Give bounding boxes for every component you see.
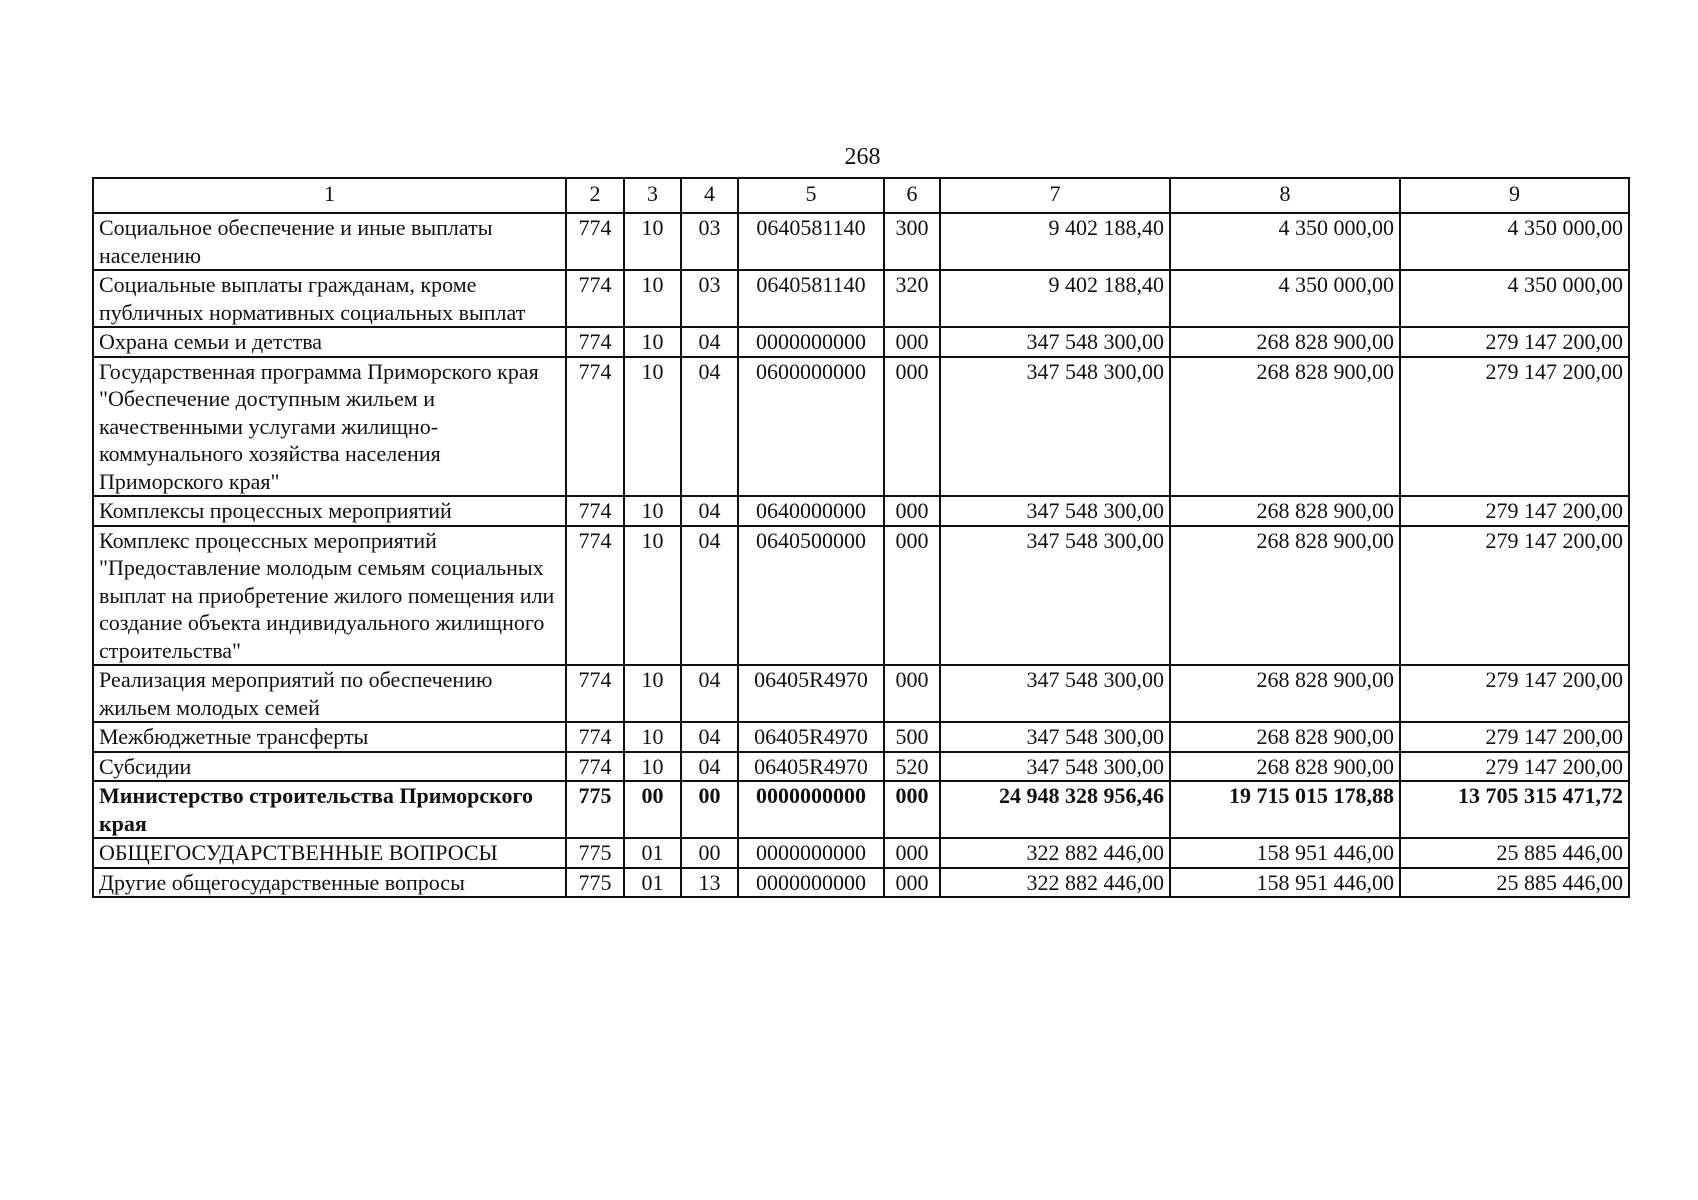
row-name-cell: Охрана семьи и детства	[93, 327, 566, 357]
code-target-cell: 0000000000	[738, 868, 884, 898]
code-expense-type-cell: 000	[884, 781, 940, 838]
code-section-cell: 10	[624, 357, 681, 497]
row-name-cell: Социальное обеспечение и иные выплаты населению	[93, 213, 566, 270]
row-name-cell: Социальные выплаты гражданам, кроме публичных нормативных социальных выплат	[93, 270, 566, 327]
table-row	[93, 327, 1629, 357]
header-cell-8: 8	[1170, 178, 1400, 213]
code-admin-cell: 774	[566, 722, 624, 752]
row-name-cell: Другие общегосударственные вопросы	[93, 868, 566, 898]
header-cell-5: 5	[738, 178, 884, 213]
code-section-cell: 10	[624, 526, 681, 666]
table-row	[93, 526, 1629, 666]
code-expense-type-cell: 300	[884, 213, 940, 270]
row-name-cell: Реализация мероприятий по обеспечению жильем молодых семей	[93, 665, 566, 722]
code-expense-type-cell: 500	[884, 722, 940, 752]
code-subsection-cell: 04	[681, 357, 738, 497]
table-row	[93, 270, 1629, 327]
amount-year2-cell: 158 951 446,00	[1170, 838, 1400, 868]
amount-year3-cell: 279 147 200,00	[1400, 526, 1629, 666]
code-section-cell: 10	[624, 496, 681, 526]
code-subsection-cell: 04	[681, 496, 738, 526]
row-name-cell: Субсидии	[93, 752, 566, 782]
code-expense-type-cell: 000	[884, 496, 940, 526]
amount-year1-cell: 347 548 300,00	[940, 357, 1170, 497]
amount-year3-cell: 13 705 315 471,72	[1400, 781, 1629, 838]
code-expense-type-cell: 000	[884, 327, 940, 357]
code-target-cell: 06405R4970	[738, 722, 884, 752]
header-cell-1: 1	[93, 178, 566, 213]
code-subsection-cell: 04	[681, 752, 738, 782]
amount-year3-cell: 4 350 000,00	[1400, 270, 1629, 327]
table-row	[93, 213, 1629, 270]
code-expense-type-cell: 320	[884, 270, 940, 327]
code-expense-type-cell: 000	[884, 868, 940, 898]
amount-year1-cell: 9 402 188,40	[940, 213, 1170, 270]
code-section-cell: 01	[624, 868, 681, 898]
code-admin-cell: 774	[566, 327, 624, 357]
code-target-cell: 0000000000	[738, 781, 884, 838]
amount-year2-cell: 268 828 900,00	[1170, 665, 1400, 722]
amount-year2-cell: 158 951 446,00	[1170, 868, 1400, 898]
table-header-row	[93, 178, 1629, 213]
amount-year1-cell: 347 548 300,00	[940, 526, 1170, 666]
header-cell-6: 6	[884, 178, 940, 213]
code-subsection-cell: 00	[681, 781, 738, 838]
code-admin-cell: 774	[566, 752, 624, 782]
code-target-cell: 0640581140	[738, 270, 884, 327]
code-admin-cell: 774	[566, 526, 624, 666]
amount-year3-cell: 279 147 200,00	[1400, 752, 1629, 782]
code-target-cell: 0000000000	[738, 838, 884, 868]
amount-year3-cell: 25 885 446,00	[1400, 838, 1629, 868]
budget-table	[92, 177, 1630, 898]
amount-year3-cell: 4 350 000,00	[1400, 213, 1629, 270]
code-section-cell: 01	[624, 838, 681, 868]
amount-year3-cell: 279 147 200,00	[1400, 496, 1629, 526]
table-row	[93, 357, 1629, 497]
amount-year3-cell: 279 147 200,00	[1400, 327, 1629, 357]
table-row	[93, 752, 1629, 782]
amount-year2-cell: 4 350 000,00	[1170, 270, 1400, 327]
code-target-cell: 06405R4970	[738, 752, 884, 782]
table-row	[93, 665, 1629, 722]
code-target-cell: 0600000000	[738, 357, 884, 497]
code-target-cell: 0640500000	[738, 526, 884, 666]
amount-year1-cell: 347 548 300,00	[940, 496, 1170, 526]
amount-year2-cell: 268 828 900,00	[1170, 526, 1400, 666]
table-row	[93, 838, 1629, 868]
header-cell-7: 7	[940, 178, 1170, 213]
header-cell-9: 9	[1400, 178, 1629, 213]
row-name-cell: Комплексы процессных мероприятий	[93, 496, 566, 526]
code-section-cell: 10	[624, 665, 681, 722]
amount-year1-cell: 322 882 446,00	[940, 868, 1170, 898]
code-admin-cell: 775	[566, 838, 624, 868]
code-subsection-cell: 04	[681, 665, 738, 722]
code-expense-type-cell: 000	[884, 665, 940, 722]
amount-year2-cell: 268 828 900,00	[1170, 722, 1400, 752]
code-section-cell: 10	[624, 270, 681, 327]
code-subsection-cell: 04	[681, 526, 738, 666]
header-cell-2: 2	[566, 178, 624, 213]
code-admin-cell: 774	[566, 213, 624, 270]
table-row	[93, 868, 1629, 898]
code-target-cell: 0640000000	[738, 496, 884, 526]
table-row	[93, 496, 1629, 526]
code-target-cell: 06405R4970	[738, 665, 884, 722]
row-name-cell: Государственная программа Приморского края "Обеспечение доступным жильем и качественными услугами жилищно-коммунального хозяйства населения Приморского края"	[93, 357, 566, 497]
code-subsection-cell: 00	[681, 838, 738, 868]
code-expense-type-cell: 000	[884, 357, 940, 497]
amount-year2-cell: 268 828 900,00	[1170, 496, 1400, 526]
table-row	[93, 722, 1629, 752]
amount-year2-cell: 268 828 900,00	[1170, 752, 1400, 782]
code-subsection-cell: 03	[681, 213, 738, 270]
amount-year2-cell: 4 350 000,00	[1170, 213, 1400, 270]
code-admin-cell: 775	[566, 781, 624, 838]
code-section-cell: 00	[624, 781, 681, 838]
amount-year3-cell: 279 147 200,00	[1400, 722, 1629, 752]
code-admin-cell: 774	[566, 270, 624, 327]
page-number: 268	[844, 144, 881, 170]
amount-year1-cell: 347 548 300,00	[940, 752, 1170, 782]
code-section-cell: 10	[624, 213, 681, 270]
header-cell-4: 4	[681, 178, 738, 213]
code-admin-cell: 774	[566, 665, 624, 722]
amount-year2-cell: 268 828 900,00	[1170, 357, 1400, 497]
amount-year1-cell: 9 402 188,40	[940, 270, 1170, 327]
code-subsection-cell: 04	[681, 722, 738, 752]
code-admin-cell: 774	[566, 357, 624, 497]
row-name-cell: Межбюджетные трансферты	[93, 722, 566, 752]
code-subsection-cell: 04	[681, 327, 738, 357]
amount-year1-cell: 24 948 328 956,46	[940, 781, 1170, 838]
row-name-cell: Комплекс процессных мероприятий "Предоставление молодым семьям социальных выплат на приобретение жилого помещения или создание объекта индивидуального жилищного строительства"	[93, 526, 566, 666]
amount-year3-cell: 279 147 200,00	[1400, 357, 1629, 497]
amount-year3-cell: 25 885 446,00	[1400, 868, 1629, 898]
table-row	[93, 781, 1629, 838]
code-section-cell: 10	[624, 327, 681, 357]
code-section-cell: 10	[624, 722, 681, 752]
code-admin-cell: 775	[566, 868, 624, 898]
amount-year1-cell: 347 548 300,00	[940, 722, 1170, 752]
amount-year1-cell: 322 882 446,00	[940, 838, 1170, 868]
amount-year1-cell: 347 548 300,00	[940, 665, 1170, 722]
row-name-cell: ОБЩЕГОСУДАРСТВЕННЫЕ ВОПРОСЫ	[93, 838, 566, 868]
code-expense-type-cell: 000	[884, 526, 940, 666]
code-expense-type-cell: 000	[884, 838, 940, 868]
amount-year2-cell: 19 715 015 178,88	[1170, 781, 1400, 838]
code-section-cell: 10	[624, 752, 681, 782]
code-subsection-cell: 13	[681, 868, 738, 898]
amount-year3-cell: 279 147 200,00	[1400, 665, 1629, 722]
code-admin-cell: 774	[566, 496, 624, 526]
row-name-cell: Министерство строительства Приморского края	[93, 781, 566, 838]
header-cell-3: 3	[624, 178, 681, 213]
code-expense-type-cell: 520	[884, 752, 940, 782]
code-target-cell: 0640581140	[738, 213, 884, 270]
amount-year1-cell: 347 548 300,00	[940, 327, 1170, 357]
amount-year2-cell: 268 828 900,00	[1170, 327, 1400, 357]
code-subsection-cell: 03	[681, 270, 738, 327]
code-target-cell: 0000000000	[738, 327, 884, 357]
